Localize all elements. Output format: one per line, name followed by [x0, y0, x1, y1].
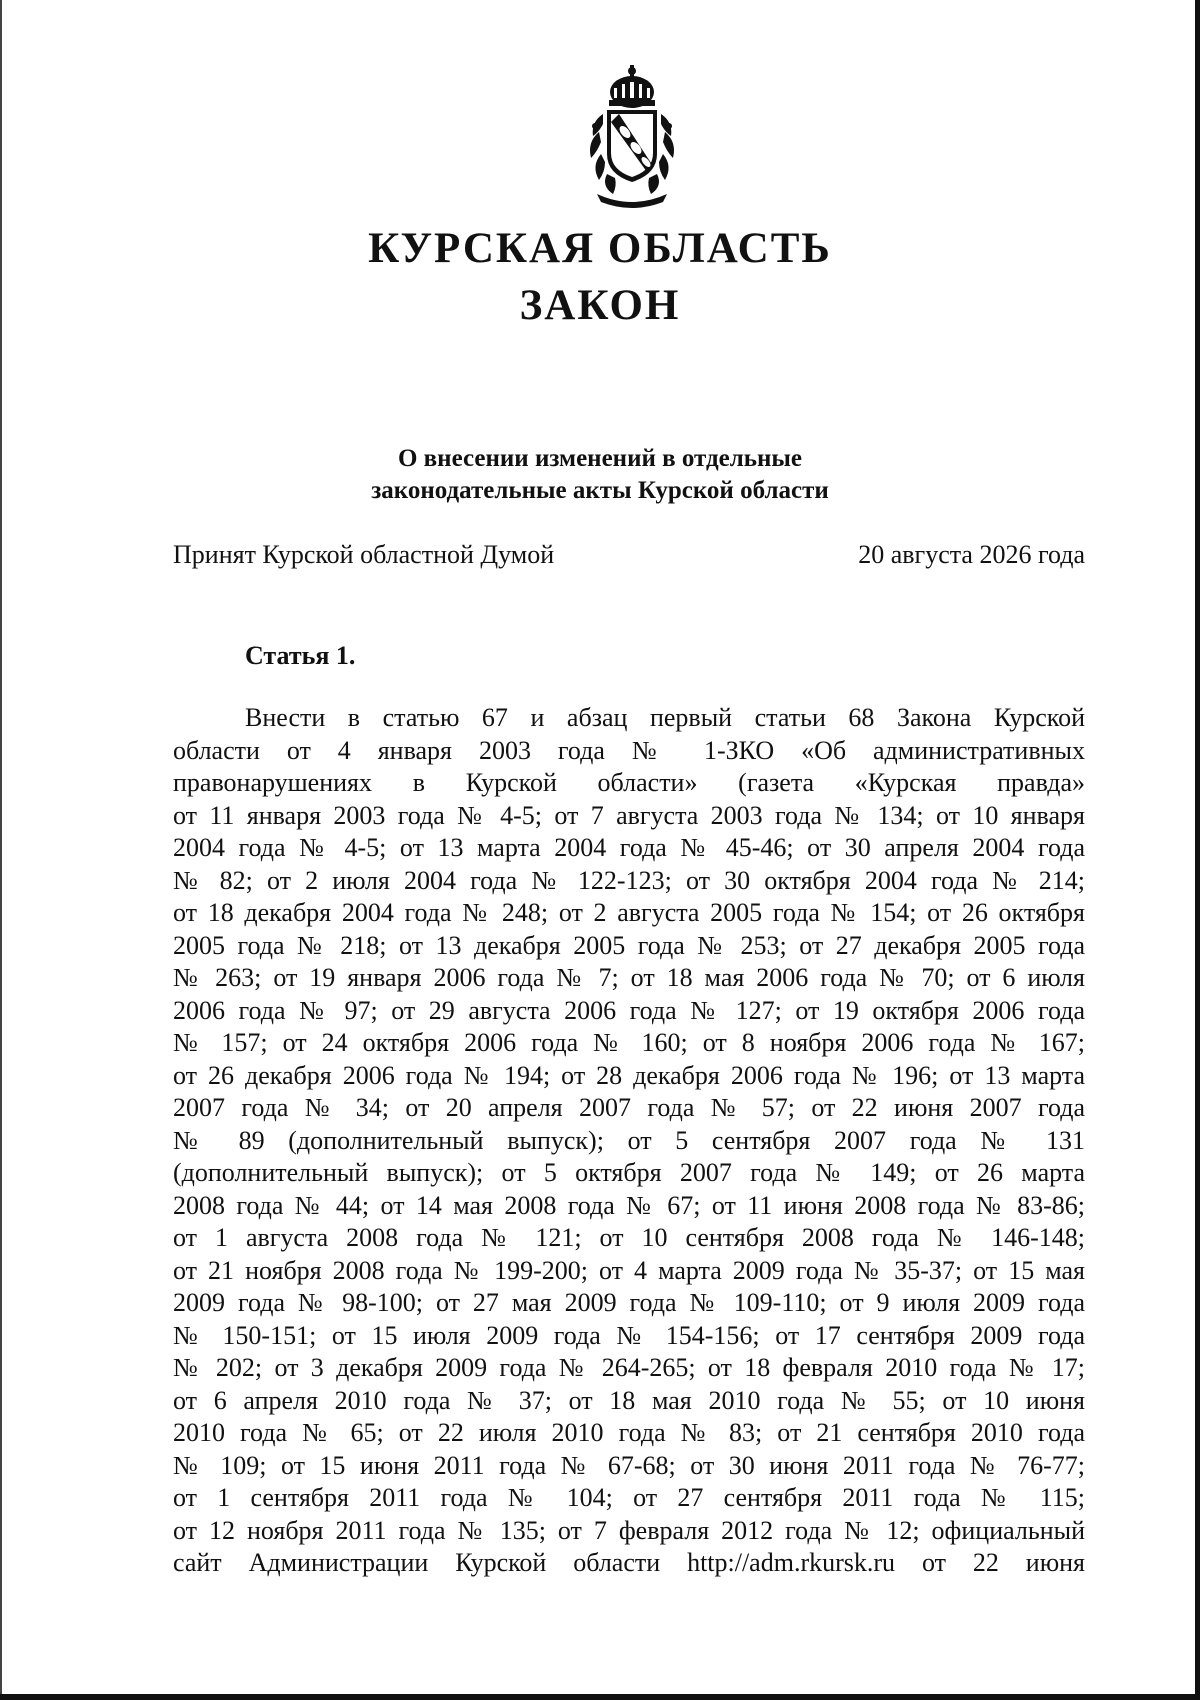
adoption-row: [173, 540, 1085, 570]
article-body-line: от 6 апреля 2010 года № 37; от 18 мая 2010 года № 55; от 10 июня: [173, 1385, 1085, 1415]
article-body-line: области от 4 января 2003 года № 1-ЗКО «Об административных: [173, 735, 1085, 765]
article-body-line: № 82; от 2 июля 2004 года № 122-123; от 30 октября 2004 года № 214;: [173, 865, 1085, 895]
scan-edge-bottom: [0, 1694, 1200, 1700]
law-subject: [0, 443, 1200, 507]
document-type-title: ЗАКОН: [519, 282, 681, 329]
article-body-line: № 89 (дополнительный выпуск); от 5 сентября 2007 года № 131: [173, 1125, 1085, 1155]
article-body-line: № 202; от 3 декабря 2009 года № 264-265; от 18 февраля 2010 года № 17;: [173, 1353, 1085, 1382]
region-title: КУРСКАЯ ОБЛАСТЬ: [368, 225, 832, 272]
adopted-by: Принят Курской областной Думой: [173, 540, 555, 569]
article-body-line: 2010 года № 65; от 22 июля 2010 года № 83; от 21 сентября 2010 года: [173, 1418, 1085, 1447]
article-body-line: 2005 года № 218; от 13 декабря 2005 года № 253; от 27 декабря 2005 года: [173, 930, 1085, 960]
article-body-line: 2006 года № 97; от 29 августа 2006 года № 127; от 19 октября 2006 года: [173, 995, 1085, 1025]
article-body-line: № 157; от 24 октября 2006 года № 160; от 8 ноября 2006 года № 167;: [173, 1028, 1085, 1057]
article-body-line: № 263; от 19 января 2006 года № 7; от 18 мая 2006 года № 70; от 6 июля: [173, 963, 1085, 992]
kursk-coat-of-arms-icon: [563, 62, 701, 210]
article-body-line: правонарушениях в Курской области» (газета «Курская правда»: [173, 768, 1085, 797]
article-body-line: от 11 января 2003 года № 4-5; от 7 августа 2003 года № 134; от 10 января: [173, 800, 1085, 830]
article-body-line: от 1 сентября 2011 года № 104; от 27 сентября 2011 года № 115;: [173, 1483, 1085, 1512]
article-body-line: Внести в статью 67 и абзац первый статьи 68 Закона Курской: [245, 703, 1085, 732]
article-body-line: от 1 августа 2008 года № 121; от 10 сентября 2008 года № 146-148;: [173, 1223, 1085, 1252]
article-body-line: от 12 ноября 2011 года № 135; от 7 февраля 2012 года № 12; официальный: [173, 1515, 1085, 1545]
article-heading: Статья 1.: [245, 641, 356, 670]
article-body-line: от 21 ноября 2008 года № 199-200; от 4 марта 2009 года № 35-37; от 15 мая: [173, 1255, 1085, 1285]
article-body-line: от 26 декабря 2006 года № 194; от 28 декабря 2006 года № 196; от 13 марта: [173, 1060, 1085, 1090]
law-subject-line: О внесении изменений в отдельные: [397, 445, 803, 472]
article-body-line: № 109; от 15 июня 2011 года № 67-68; от 30 июня 2011 года № 76-77;: [173, 1450, 1085, 1480]
article-body-line: № 150-151; от 15 июля 2009 года № 154-156; от 17 сентября 2009 года: [173, 1320, 1085, 1350]
article-body-line: 2004 года № 4-5; от 13 марта 2004 года № 45-46; от 30 апреля 2004 года: [173, 833, 1085, 862]
article-body-line: 2009 года № 98-100; от 27 мая 2009 года № 109-110; от 9 июля 2009 года: [173, 1288, 1085, 1317]
article-body-line: (дополнительный выпуск); от 5 октября 2007 года № 149; от 26 марта: [173, 1158, 1085, 1187]
law-subject-line: законодательные акты Курской области: [371, 477, 829, 504]
adoption-date: 20 августа 2026 года: [858, 540, 1085, 569]
article-body-line: сайт Администрации Курской области http://adm.rkursk.ru от 22 июня: [173, 1548, 1085, 1577]
article-body-line: 2007 года № 34; от 20 апреля 2007 года № 57; от 22 июня 2007 года: [173, 1093, 1085, 1122]
article-body: [173, 702, 1085, 1580]
article-body-line: от 18 декабря 2004 года № 248; от 2 августа 2005 года № 154; от 26 октября: [173, 898, 1085, 927]
article-body-line: 2008 года № 44; от 14 мая 2008 года № 67; от 11 июня 2008 года № 83-86;: [173, 1190, 1085, 1220]
